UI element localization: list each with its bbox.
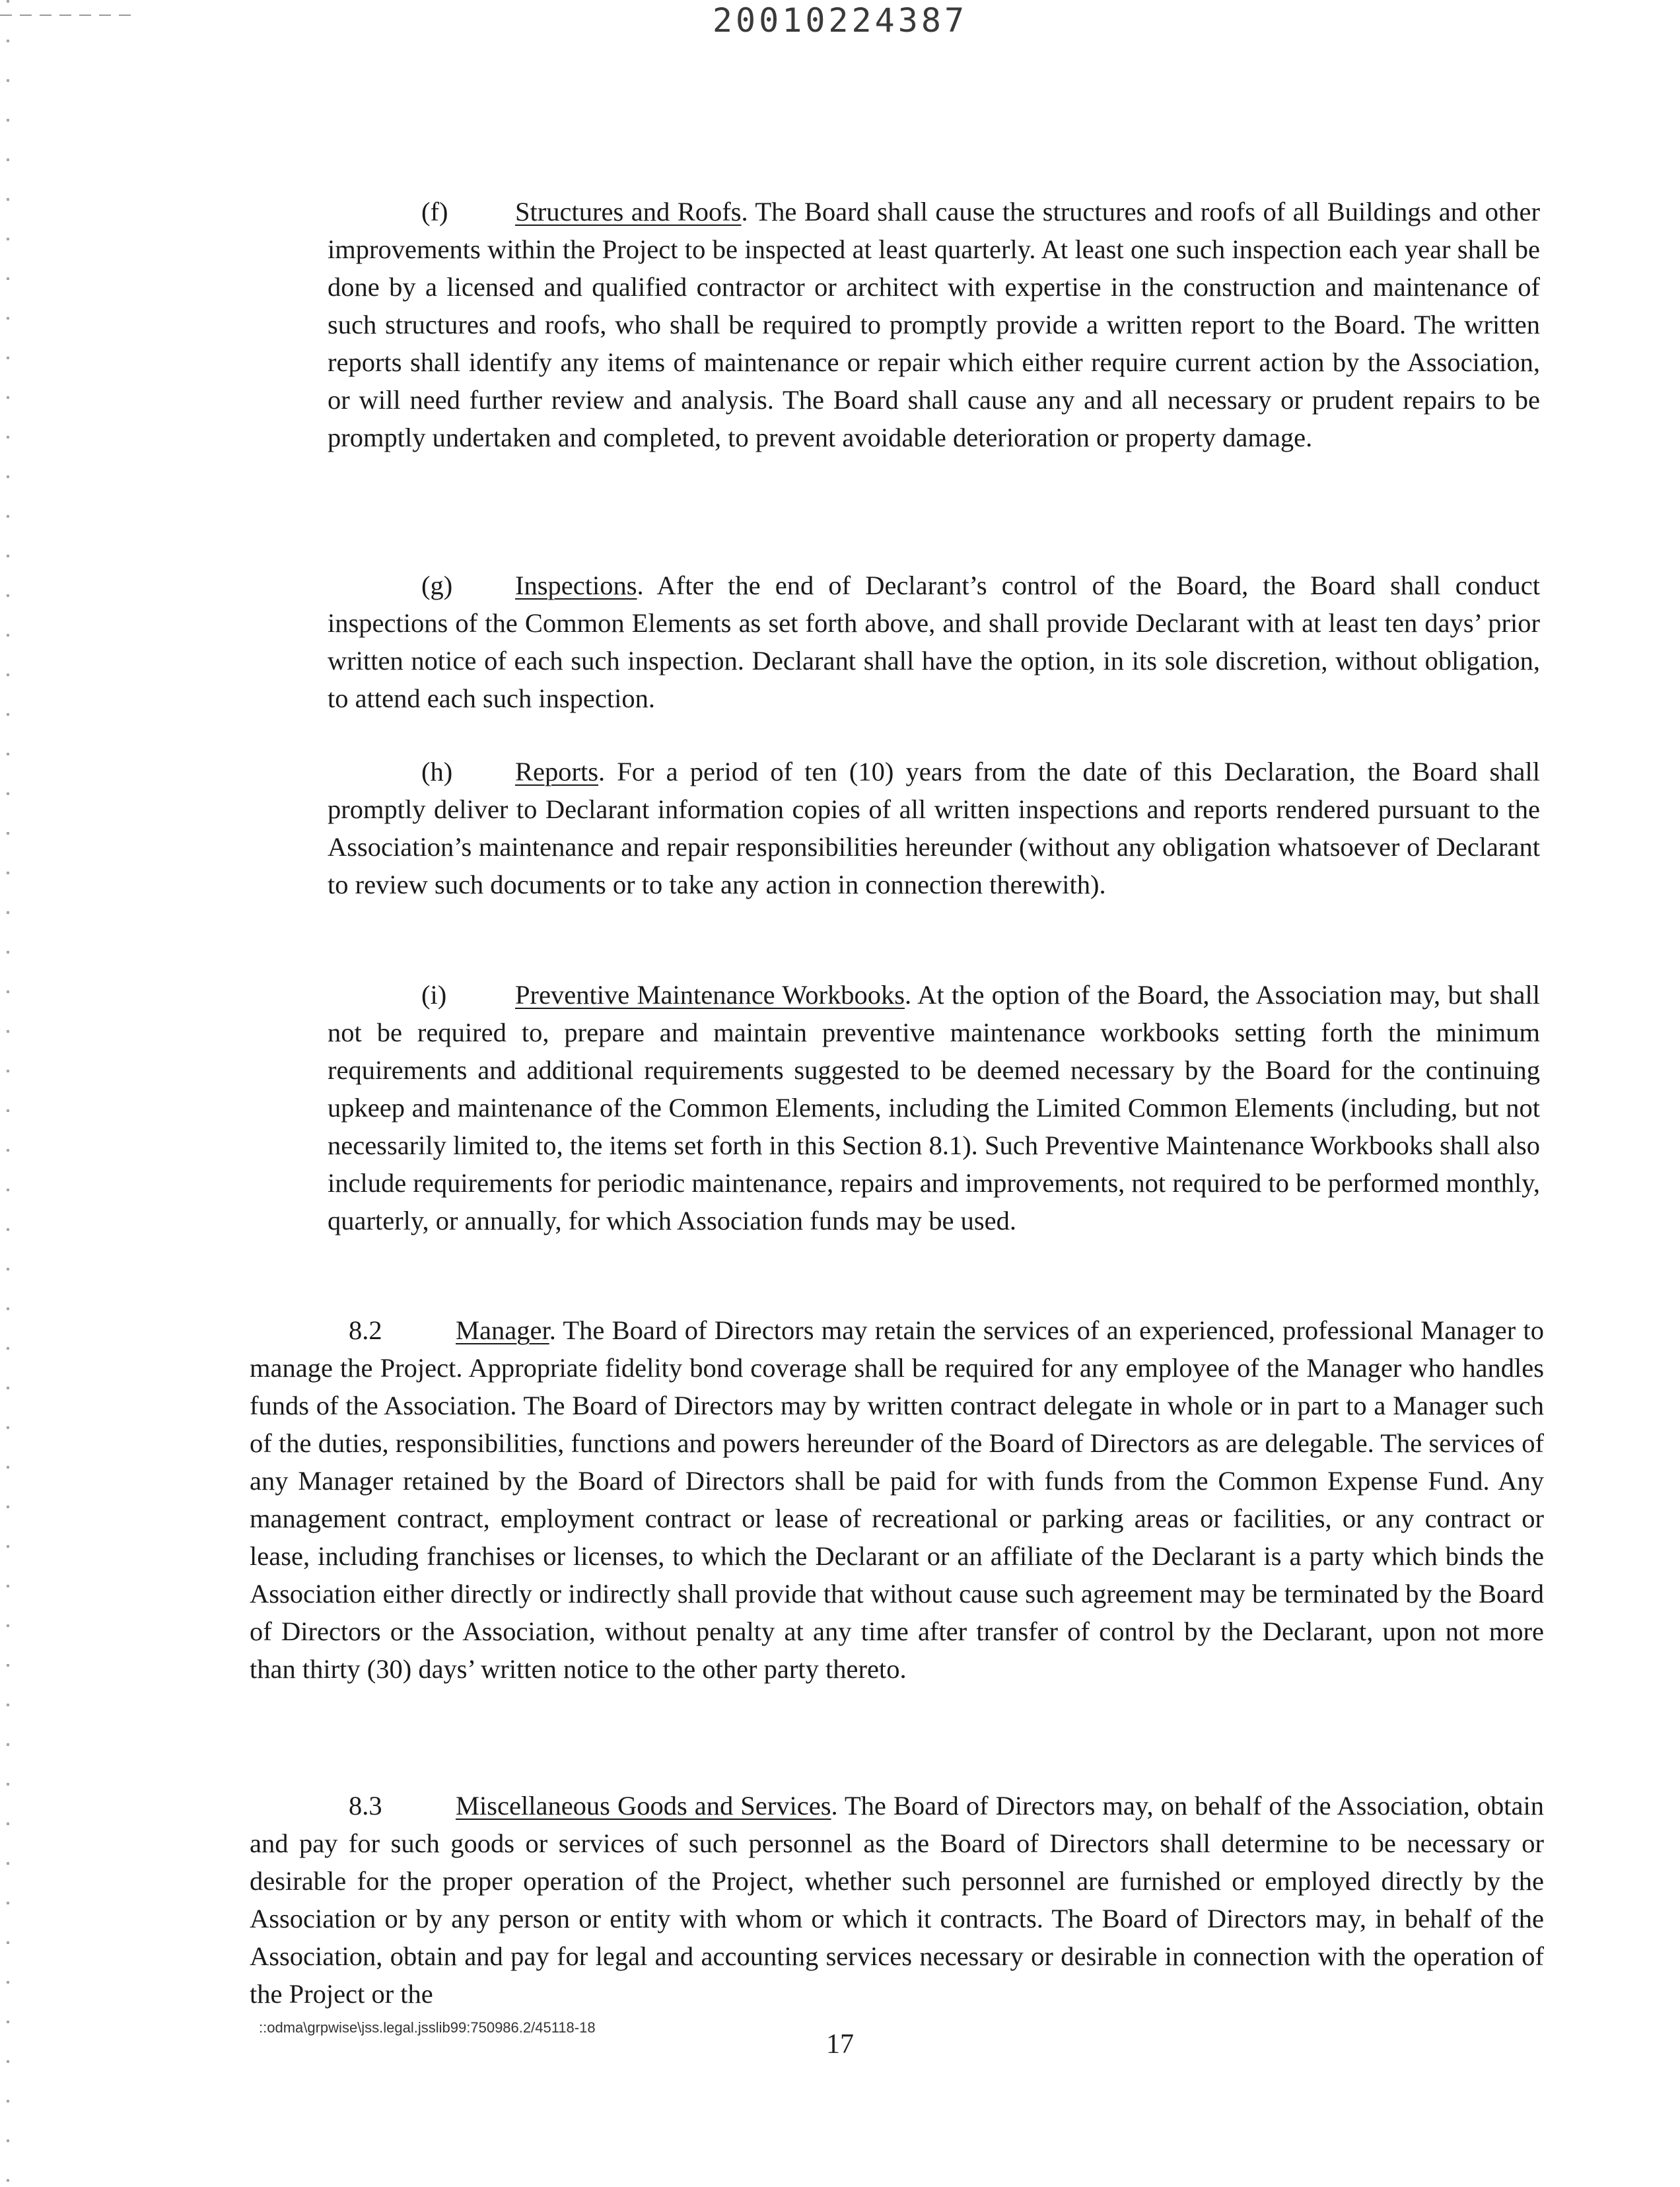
section-marker: (i) <box>421 980 447 1010</box>
section-h <box>328 753 1540 903</box>
section-g <box>328 567 1540 717</box>
page-number: 17 <box>826 2029 854 2060</box>
section-heading: Preventive Maintenance Workbooks <box>515 980 905 1010</box>
section-f <box>328 193 1540 456</box>
section-heading: Manager <box>456 1315 549 1345</box>
section-8-3 <box>250 1787 1544 2013</box>
section-body: . For a period of ten (10) years from the date of this Declaration, the Board shall promptly deliver to Declarant information copies of all written inspections and reports rendered pursuant to the Association’s maintenance and repair responsibilities hereunder (without any obligation whatsoever of Declarant to review such documents or to take any action in connection therewith). <box>328 757 1540 899</box>
section-marker: (f) <box>421 197 448 226</box>
section-heading: Miscellaneous Goods and Services <box>456 1791 831 1821</box>
section-body: . The Board of Directors may, on behalf of the Association, obtain and pay for such goods or services of such personnel as the Board of Directors shall determine to be necessary or desirable for the proper operation of the Project, whether such personnel are furnished or employed directly by the Association or by any person or entity with whom or which it contracts. The Board of Directors may, in behalf of the Association, obtain and pay for legal and accounting services necessary or desirable in connection with the operation of the Project or the <box>250 1791 1544 2009</box>
section-body: . At the option of the Board, the Association may, but shall not be required to, prepare and maintain preventive maintenance workbooks setting forth the minimum requirements and additional requirements suggested to be deemed necessary by the Board for the continuing upkeep and maintenance of the Common Elements, including the Limited Common Elements (including, but not necessarily limited to, the items set forth in this Section 8.1). Such Preventive Maintenance Workbooks shall also include requirements for periodic maintenance, repairs and improvements, not required to be performed monthly, quarterly, or annually, for which Association funds may be used. <box>328 980 1540 1235</box>
footer-file-path: ::odma\grpwise\jss.legal.jsslib99:750986.2/45118-18 <box>259 2019 596 2036</box>
section-marker: (g) <box>421 571 453 600</box>
section-body: . The Board shall cause the structures and roofs of all Buildings and other improvements within the Project to be inspected at least quarterly. At least one such inspection each year shall be done by a licensed and qualified contractor or architect with expertise in the construction and maintenance of such structures and roofs, who shall be required to promptly provide a written report to the Board. The written reports shall identify any items of maintenance or repair which either require current action by the Association, or will need further review and analysis. The Board shall cause any and all necessary or prudent repairs to be promptly undertaken and completed, to prevent avoidable deterioration or property damage. <box>328 197 1541 452</box>
section-heading: Inspections <box>515 571 637 600</box>
section-i <box>328 976 1540 1239</box>
section-body: . The Board of Directors may retain the services of an experienced, professional Manager to manage the Project. Appropriate fidelity bond coverage shall be required for any employee of the Manager who handles funds of the Association. The Board of Directors may by written contract delegate in whole or in part to a Manager such of the duties, responsibilities, functions and powers hereunder of the Board of Directors as are delegable. The services of any Manager retained by the Board of Directors shall be paid for with funds from the Common Expense Fund. Any management contract, employment contract or lease of recreational or parking areas or facilities, or any contract or lease, including franchises or licenses, to which the Declarant or an affiliate of the Declarant is a party which binds the Association either directly or indirectly shall provide that without cause such agreement may be terminated by the Board of Directors or the Association, without penalty at any time after transfer of control by the Declarant, upon not more than thirty (30) days’ written notice to the other party thereto. <box>250 1315 1544 1684</box>
scan-edge-artifact <box>7 0 9 2187</box>
section-8-2 <box>250 1311 1544 1688</box>
section-marker: 8.3 <box>349 1791 382 1821</box>
section-body: . After the end of Declarant’s control of the Board, the Board shall conduct inspections of the Common Elements as set forth above, and shall provide Declarant with at least ten days’ prior written notice of each such inspection. Declarant shall have the option, in its sole discretion, without obligation, to attend each such inspection. <box>328 571 1540 713</box>
section-marker: (h) <box>421 757 453 786</box>
section-heading: Structures and Roofs <box>515 197 742 226</box>
section-marker: 8.2 <box>349 1315 382 1345</box>
document-number: 20010224387 <box>712 1 968 40</box>
section-heading: Reports <box>515 757 598 786</box>
